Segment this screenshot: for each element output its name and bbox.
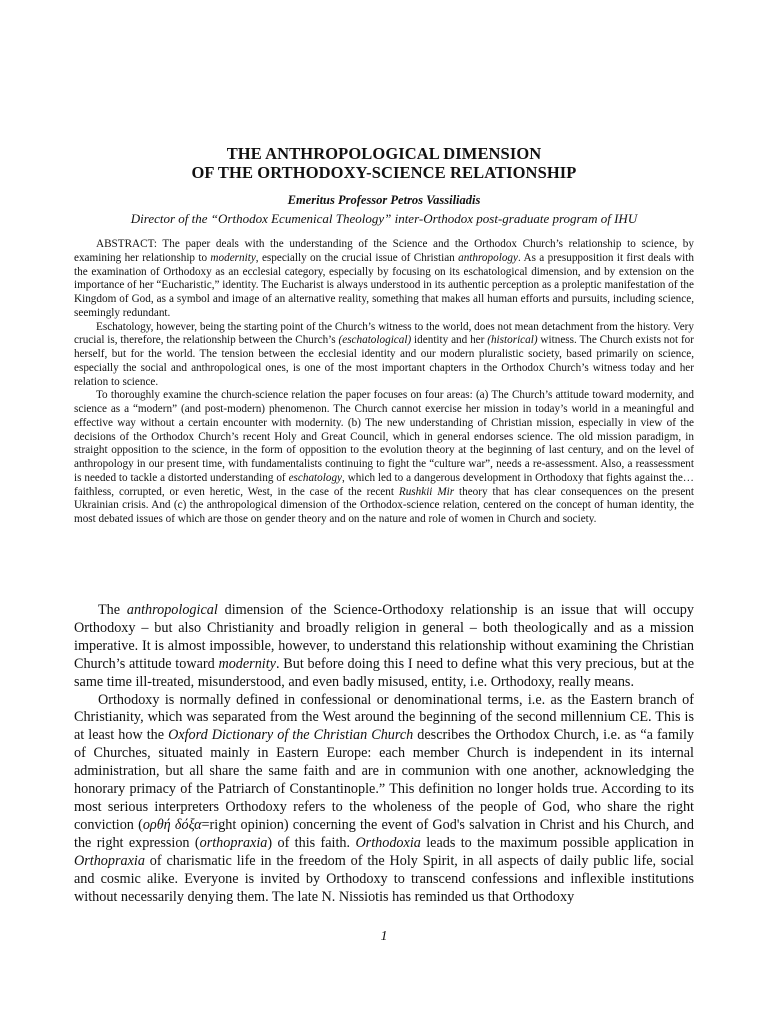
- text-run: dimension of the Science-Orthodoxy relationship is an issue that will occupy Orthodoxy – but also Christianity and broadly religion in general – both theologically and as a mission imperative. It is almost impossible, however, to understand this relationship without examining the Christian Church’s attitude toward: [74, 602, 694, 672]
- italic-text: anthropology: [458, 251, 518, 264]
- italic-text: (historical): [487, 334, 538, 347]
- italic-text: orthopraxia: [199, 834, 268, 851]
- text-run: identity and her: [411, 334, 488, 347]
- italic-text: ορθή δόξα: [142, 816, 202, 833]
- italic-text: modernity: [210, 251, 256, 264]
- author-name: Emeritus Professor Petros Vassiliadis: [287, 193, 481, 207]
- italic-text: Orthodoxia: [355, 834, 421, 851]
- author-affiliation: Director of the “Orthodox Ecumenical Theology” inter-Orthodox post-graduate program of IHU: [130, 211, 638, 226]
- abstract-paragraph-1: [74, 238, 694, 321]
- text-run: To thoroughly examine the church-science relation the paper focuses on four areas: (a) The Church’s attitude toward modernity, and science as a “modern” (and post-modern) phenomenon. The Church cannot exercise her mission in today’s world in a meaningful and effective way without a certain encounter with modernity. (b) The new understanding of Christian mission, especially in view of the decisions of the Orthodox Church’s recent Holy and Great Council, which in general endorses science. The old mission paradigm, in straight opposition to the science, in the form of opposition to the evolution theory at the beginning of last century, and on the level of anthropology in our present time, with fundamentalists continuing to fight the “culture war”, needs a re-assessment. Also, a reassessment is needed to tackle a distorted understanding of: [74, 389, 694, 484]
- text-run: ) of this faith.: [267, 834, 356, 851]
- abstract-paragraph-3: [74, 389, 694, 527]
- italic-text: eschatology: [288, 471, 342, 484]
- text-run: witness. The Church exists not for herself, but for the world. The tension between the ecclesial identity and our modern pluralistic society, based primarily on science, especially the social and anthropological ones, is one of the most important chapters in the Orthodox Church’s witness today and her relation to science.: [74, 334, 694, 388]
- text-run: Orthodoxy is normally defined in confessional or denominational terms, i.e. as the Eastern branch of Christianity, which was separated from the West around the beginning of the second millennium CE. This is at least how the: [74, 691, 694, 744]
- text-run: of charismatic life in the freedom of the Holy Spirit, in all aspects of daily public life, social and cosmic alike. Everyone is invited by Orthodoxy to transcend confessions and inflexible institutions without necessarily denying them. The late N. Nissiotis has reminded us that Orthodoxy: [74, 852, 694, 905]
- italic-text: anthropological: [126, 602, 218, 618]
- italic-text: modernity: [218, 655, 276, 672]
- text-run: describes the Orthodox Church, i.e. as “a family of Churches, situated mainly in Eastern Europe: each member Church is independent in its internal administration, but all share the same faith and are in communion with one another, acknowledging the honorary primacy of the Patriarch of Constantinople.” This definition no longer holds true. According to its most serious interpreters Orthodoxy refers to the wholeness of the people of God, who share the right conviction (: [74, 727, 694, 833]
- body-text: [74, 602, 694, 906]
- italic-text: Orthopraxia: [74, 852, 145, 869]
- text-run: Eschatology, however, being the starting point of the Church’s witness to the world, does not mean detachment from the history. Very crucial is, therefore, the relationship between the Church’s: [74, 320, 694, 347]
- italic-text: Oxford Dictionary of the Christian Church: [168, 727, 414, 744]
- text-run: leads to the maximum possible application in: [420, 834, 694, 851]
- paper-title: [74, 144, 694, 182]
- text-run: , especially on the crucial issue of Christian: [255, 251, 459, 264]
- abstract: [74, 238, 694, 527]
- text-run: The: [98, 602, 127, 618]
- abstract-paragraph-2: [74, 321, 694, 390]
- text-run: . As a presupposition it first deals with the examination of Orthodoxy as an ecclesial category, especially by focusing on its eschatological dimension, and by extension on the importance of her “Eucharistic,” identity. The Eucharist is always understood in its authentic perception as a proleptic manifestation of the Kingdom of God, as a symbol and image of an alternative reality, something that makes all human efforts and pursuits, including science, seemingly redundant.: [74, 251, 694, 319]
- title-line-2: OF THE ORTHODOXY-SCIENCE RELATIONSHIP: [191, 163, 577, 182]
- page-number: 1: [380, 929, 388, 944]
- body-paragraph-1: [74, 602, 694, 692]
- text-run: =right opinion) concerning the event of God's salvation in Christ and his Church, and the right expression (: [74, 816, 694, 851]
- text-run: theory that has clear consequences on the present Ukrainian crisis. And (c) the anthropological dimension of the Orthodox-science relation, centered on the concept of human identity, the most debated issues of which are those on gender theory and on the nature and role of women in Church and society.: [74, 485, 694, 525]
- italic-text: Rushkii Mir: [398, 485, 455, 498]
- title-line-1: THE ANTHROPOLOGICAL DIMENSION: [226, 144, 542, 163]
- text-run: , which led to a dangerous development in Orthodoxy that fights against the…faithless, corrupted, or even heretic, West, in the case of the recent: [74, 471, 694, 498]
- italic-text: (eschatological): [338, 334, 412, 347]
- text-run: ABSTRACT: The paper deals with the understanding of the Science and the Orthodox Church’s relationship to science, by examining her relationship to: [74, 238, 694, 264]
- text-run: . But before doing this I need to define what this very precious, but at the same time ill-treated, misunderstood, and even badly misused, entity, i.e. Orthodoxy, really means.: [74, 655, 694, 690]
- body-paragraph-2: [74, 692, 694, 907]
